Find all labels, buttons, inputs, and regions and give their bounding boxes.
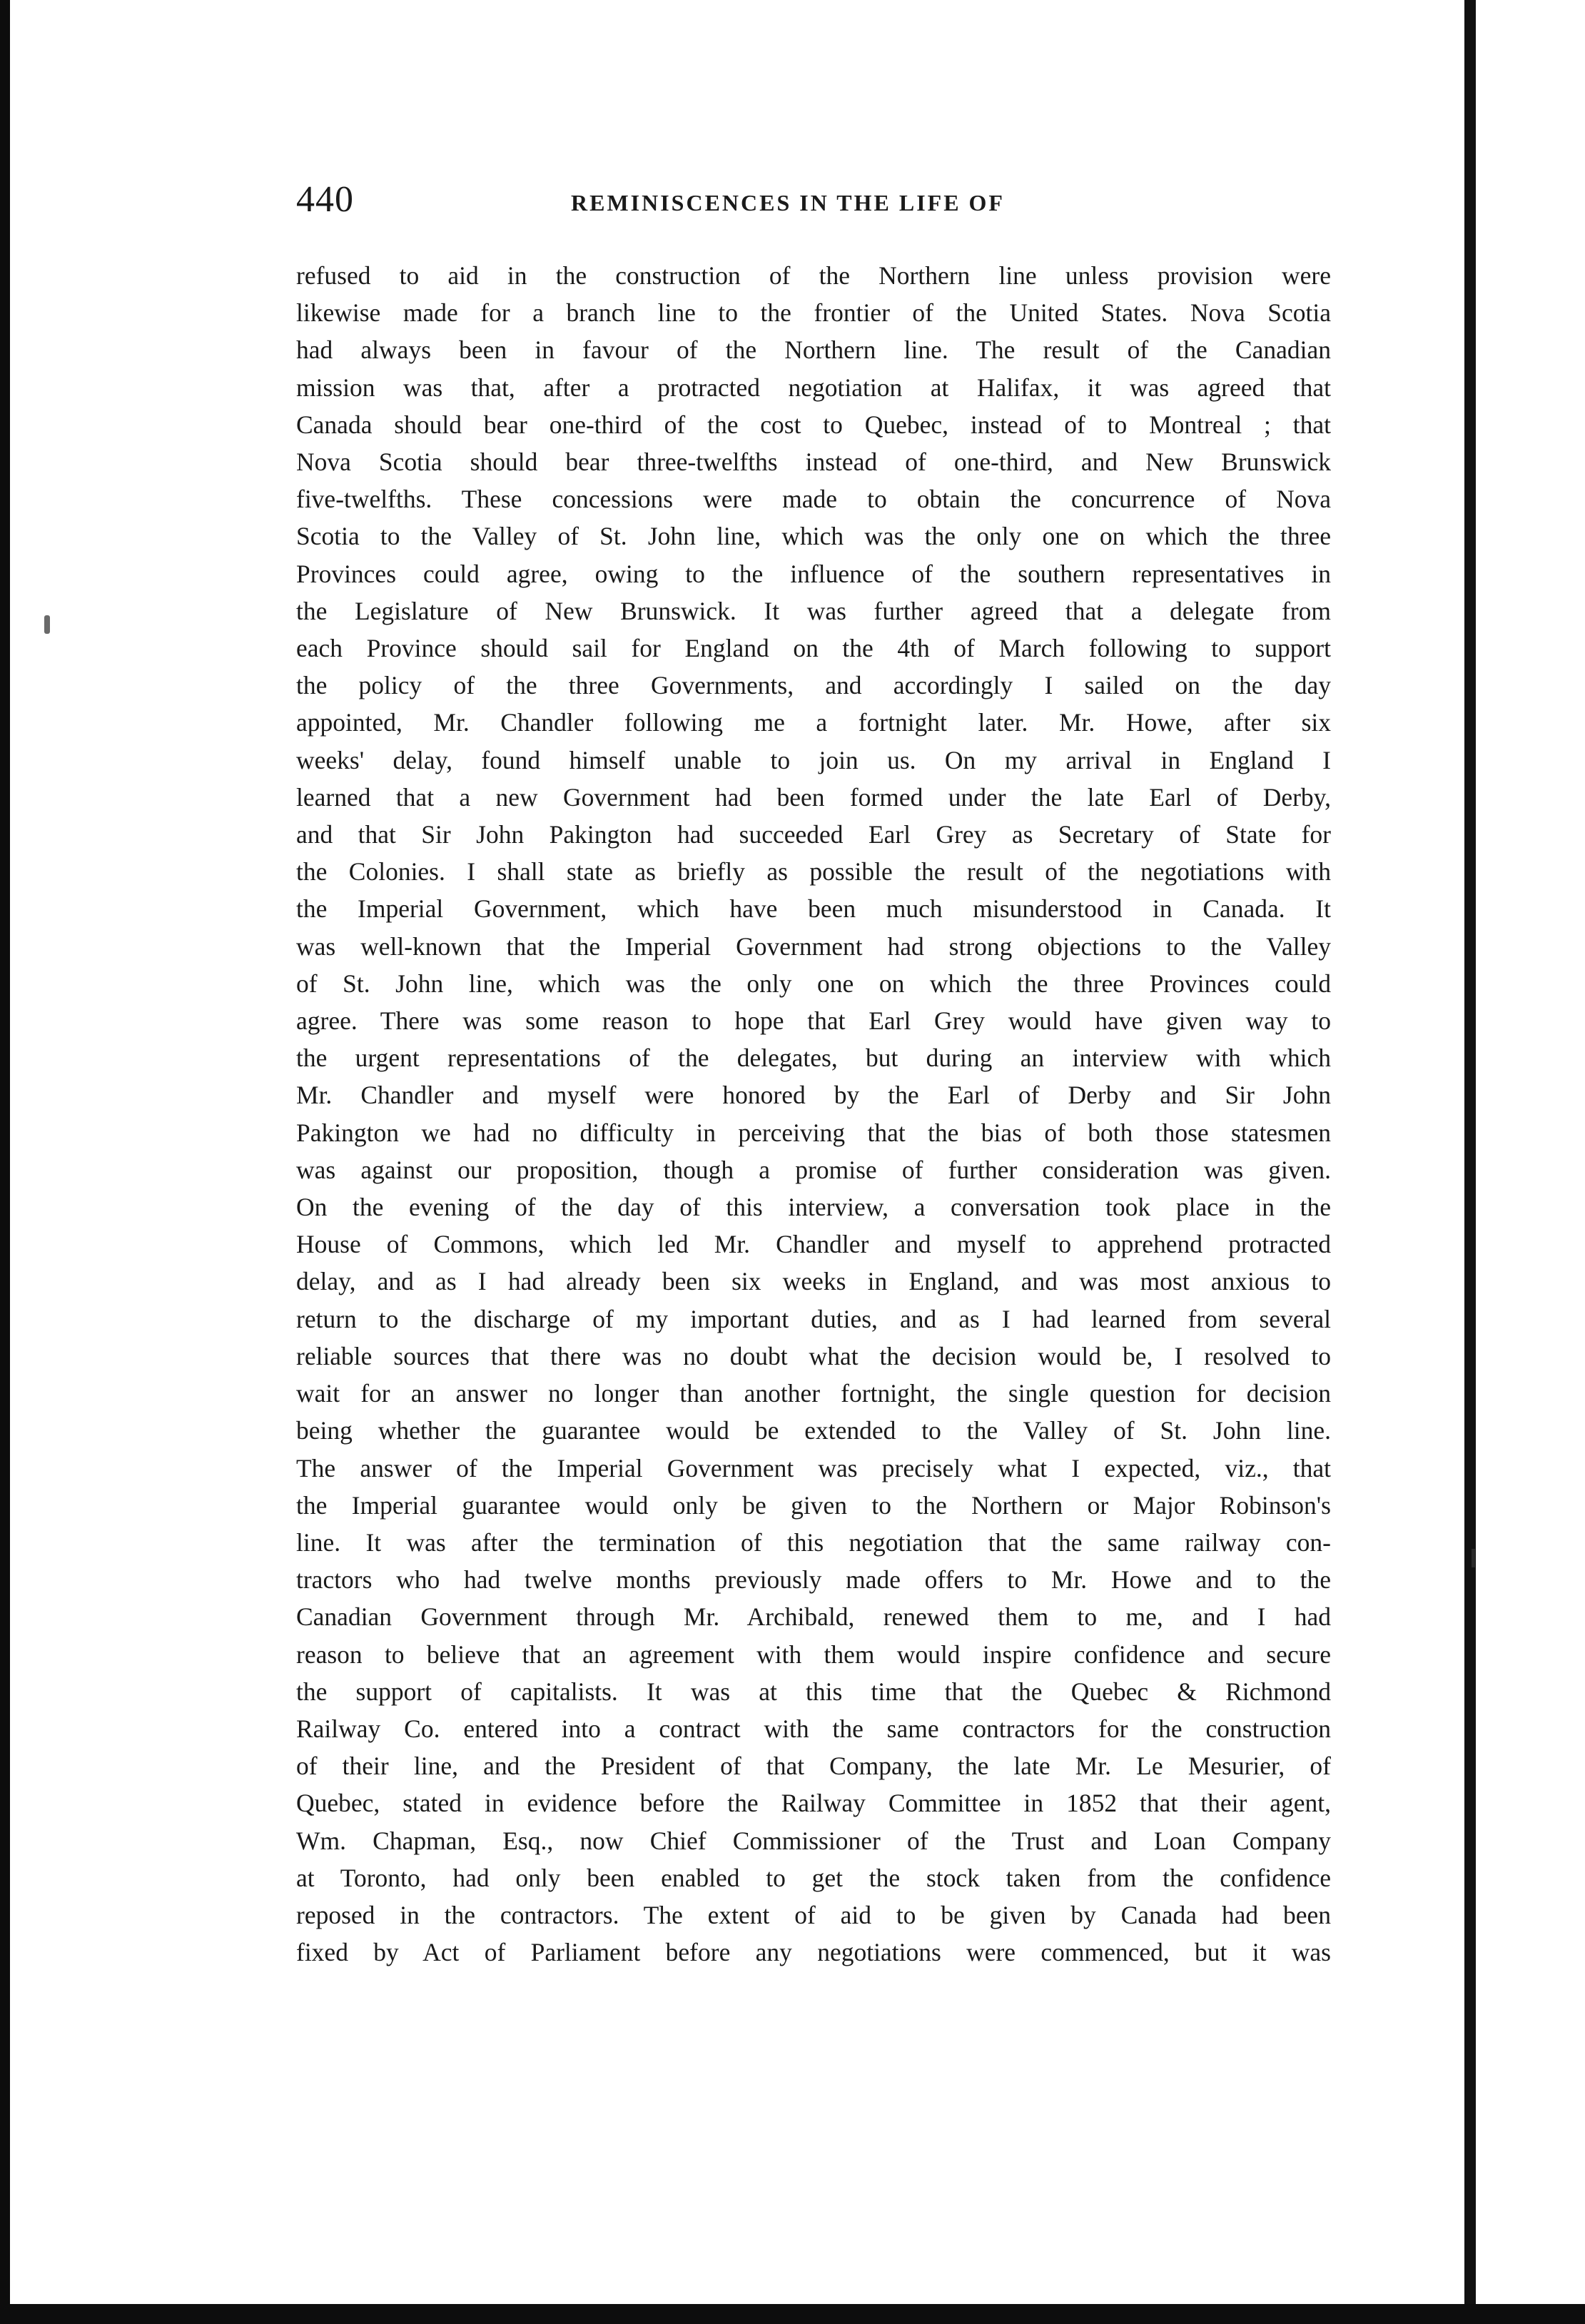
- text-line: Railway Co. entered into a contract with the same contractors for the construction: [296, 1714, 1331, 1743]
- text-line: had always been in favour of the Northern line. The result of the Canadian: [296, 335, 1331, 365]
- scan-speck-right: [1472, 1549, 1475, 1567]
- text-line: the policy of the three Governments, and accordingly I sailed on the day: [296, 671, 1331, 700]
- text-line: agree. There was some reason to hope that Earl Grey would have given way to: [296, 1006, 1331, 1036]
- text-line: Wm. Chapman, Esq., now Chief Commissioner of the Trust and Loan Company: [296, 1826, 1331, 1855]
- text-line: mission was that, after a protracted negotiation at Halifax, it was agreed that: [296, 373, 1331, 402]
- text-line: reposed in the contractors. The extent of aid to be given by Canada had been: [296, 1900, 1331, 1929]
- text-line: of their line, and the President of that Company, the late Mr. Le Mesurier, of: [296, 1752, 1331, 1781]
- text-line: refused to aid in the construction of the Northern line unless provision were: [296, 261, 1331, 290]
- text-line: appointed, Mr. Chandler following me a fortnight later. Mr. Howe, after six: [296, 708, 1331, 737]
- text-line: was against our proposition, though a promise of further consideration was given.: [296, 1155, 1331, 1184]
- scan-bottom-edge: [0, 2304, 1585, 2324]
- page-header: [296, 171, 1331, 228]
- text-line: the urgent representations of the delegates, but during an interview with which: [296, 1044, 1331, 1073]
- text-line: the Imperial guarantee would only be given to the Northern or Major Robinson's: [296, 1490, 1331, 1520]
- text-line: delay, and as I had already been six weeks in England, and was most anxious to: [296, 1267, 1331, 1296]
- text-line: The answer of the Imperial Government was precisely what I expected, viz., that: [296, 1453, 1331, 1482]
- text-line: the Imperial Government, which have been much misunderstood in Canada. It: [296, 894, 1331, 924]
- text-line: On the evening of the day of this interview, a conversation took place in the: [296, 1193, 1331, 1222]
- text-line: Mr. Chandler and myself were honored by the Earl of Derby and Sir John: [296, 1081, 1331, 1110]
- text-line: weeks' delay, found himself unable to join us. On my arrival in England I: [296, 745, 1331, 774]
- book-page: [296, 171, 1331, 1971]
- text-line: fixed by Act of Parliament before any negotiations were commenced, but it was: [296, 1938, 1331, 1967]
- text-line: Quebec, stated in evidence before the Railway Committee in 1852 that their agent,: [296, 1789, 1331, 1818]
- text-line: likewise made for a branch line to the frontier of the United States. Nova Scotia: [296, 298, 1331, 328]
- text-line: learned that a new Government had been formed under the late Earl of Derby,: [296, 782, 1331, 812]
- scan-right-margin: [1476, 0, 1585, 2324]
- text-line: reason to believe that an agreement with them would inspire confidence and secure: [296, 1640, 1331, 1669]
- page-number: 440: [296, 179, 354, 220]
- text-line: return to the discharge of my important duties, and as I had learned from several: [296, 1304, 1331, 1333]
- text-line: five-twelfths. These concessions were made to obtain the concurrence of Nova: [296, 485, 1331, 514]
- text-line: the Colonies. I shall state as briefly as possible the result of the negotiations with: [296, 857, 1331, 886]
- text-line: reliable sources that there was no doubt what the decision would be, I resolved to: [296, 1341, 1331, 1370]
- text-line: Nova Scotia should bear three-twelfths instead of one-third, and New Brunswick: [296, 448, 1331, 477]
- text-line: of St. John line, which was the only one on which the three Provinces could: [296, 969, 1331, 998]
- text-line: Scotia to the Valley of St. John line, which was the only one on which the three: [296, 522, 1331, 551]
- text-line: was well-known that the Imperial Government had strong objections to the Valley: [296, 931, 1331, 961]
- text-line: Pakington we had no difficulty in perceiving that the bias of both those statesmen: [296, 1118, 1331, 1147]
- text-line: at Toronto, had only been enabled to get the stock taken from the confidence: [296, 1863, 1331, 1892]
- text-line: Canada should bear one-third of the cost to Quebec, instead of to Montreal ; that: [296, 410, 1331, 439]
- text-line: Canadian Government through Mr. Archibald, renewed them to me, and I had: [296, 1602, 1331, 1632]
- text-line: and that Sir John Pakington had succeeded Earl Grey as Secretary of State for: [296, 820, 1331, 849]
- text-line: tractors who had twelve months previously made offers to Mr. Howe and to the: [296, 1565, 1331, 1595]
- scan-left-edge: [0, 0, 10, 2324]
- running-head: REMINISCENCES IN THE LIFE OF: [571, 190, 1005, 216]
- text-line: House of Commons, which led Mr. Chandler and myself to apprehend protracted: [296, 1230, 1331, 1259]
- scan-right-edge: [1464, 0, 1476, 2324]
- text-line: being whether the guarantee would be extended to the Valley of St. John line.: [296, 1416, 1331, 1445]
- text-line: wait for an answer no longer than another fortnight, the single question for decision: [296, 1379, 1331, 1408]
- text-line: the Legislature of New Brunswick. It was further agreed that a delegate from: [296, 596, 1331, 625]
- text-line: line. It was after the termination of this negotiation that the same railway con-: [296, 1527, 1331, 1557]
- text-line: each Province should sail for England on the 4th of March following to support: [296, 634, 1331, 663]
- text-line: the support of capitalists. It was at this time that the Quebec & Richmond: [296, 1677, 1331, 1706]
- scan-speck-left: [44, 615, 50, 634]
- text-line: Provinces could agree, owing to the influence of the southern representatives in: [296, 559, 1331, 588]
- body-text: [296, 257, 1331, 1971]
